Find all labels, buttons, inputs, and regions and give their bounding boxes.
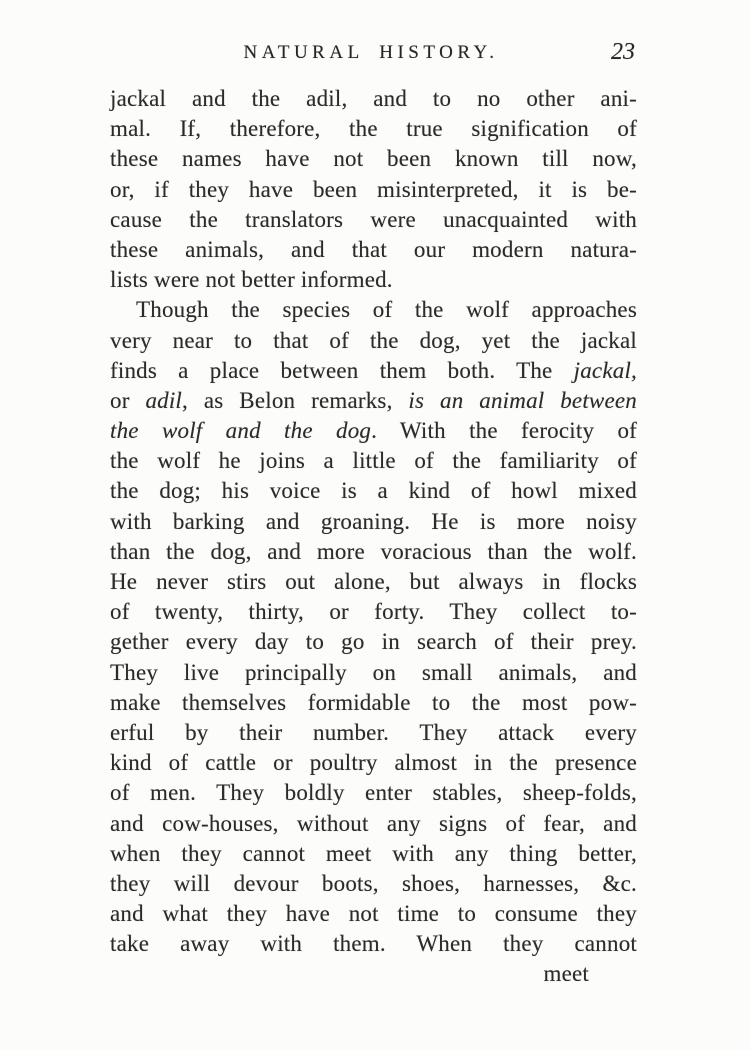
text-line <box>110 235 637 265</box>
text-segment: of men. They boldly enter stables, sheep-folds, <box>110 780 637 806</box>
text-line <box>110 326 637 356</box>
text-line <box>110 84 637 114</box>
text-segment: Though the species of the wolf approaches <box>136 297 637 323</box>
text-segment: cause the translators were unacquainted with <box>110 206 637 232</box>
text-line <box>110 446 637 476</box>
italic-text-segment: the wolf and the dog <box>110 418 372 444</box>
text-segment: kind of cattle or poultry almost in the presence <box>110 750 637 776</box>
text-segment: , as Belon remarks, <box>182 387 409 413</box>
text-line <box>110 778 637 808</box>
text-segment: they will devour boots, shoes, harnesses, &c. <box>110 870 637 896</box>
text-line <box>110 567 637 597</box>
text-line <box>110 597 637 627</box>
text-line <box>110 144 637 174</box>
italic-text-segment: jackal, <box>573 357 637 383</box>
italic-text-segment: adil <box>145 387 183 413</box>
text-segment: finds a place between them both. The <box>110 357 574 383</box>
text-segment: and what they have not time to consume they <box>110 901 637 927</box>
text-segment: take away with them. When they cannot <box>110 931 637 957</box>
text-segment: and cow-houses, without any signs of fear, and <box>110 810 637 836</box>
text-segment: mal. If, therefore, the true signification of <box>110 116 637 142</box>
text-segment: . With the ferocity of <box>371 418 637 444</box>
text-line <box>110 265 637 295</box>
text-line <box>110 537 637 567</box>
text-segment: jackal and the adil, and to no other ani- <box>110 86 637 111</box>
text-segment: very near to that of the dog, yet the jackal <box>110 327 637 353</box>
text-line <box>110 809 637 839</box>
text-segment: the dog; his voice is a kind of howl mixed <box>110 478 637 504</box>
text-line <box>110 839 637 869</box>
text-segment: He never stirs out alone, but always in flocks <box>110 569 637 594</box>
text-line <box>110 386 637 416</box>
text-segment: erful by their number. They attack every <box>110 719 637 745</box>
text-line <box>110 748 637 778</box>
text-line <box>110 476 637 506</box>
text-line <box>110 627 637 657</box>
text-segment: They live principally on small animals, and <box>110 659 637 685</box>
text-line <box>110 205 637 235</box>
text-line <box>110 929 637 959</box>
text-segment: these animals, and that our modern natura- <box>110 236 637 262</box>
text-line <box>110 718 637 748</box>
text-line <box>110 416 637 446</box>
text-line <box>110 507 637 537</box>
text-segment: lists were not better informed. <box>110 267 393 293</box>
text-segment: or, if they have been misinterpreted, it is be- <box>110 176 637 202</box>
text-line <box>110 295 637 325</box>
text-line <box>110 869 637 899</box>
italic-text-segment: is an animal between <box>408 387 637 413</box>
text-segment: when they cannot meet with any thing better, <box>110 840 637 866</box>
text-line <box>110 114 637 144</box>
text-line <box>110 175 637 205</box>
page-number: 23 <box>611 39 635 65</box>
text-segment: than the dog, and more voracious than the wolf. <box>110 538 637 564</box>
text-segment: of twenty, thirty, or forty. They collect to- <box>110 599 637 625</box>
page-body <box>110 84 637 990</box>
text-line <box>110 356 637 386</box>
text-line <box>110 658 637 688</box>
running-header-title: NATURAL HISTORY. <box>243 42 499 63</box>
text-segment: or <box>110 387 146 413</box>
catchword: meet <box>543 961 589 987</box>
text-segment: the wolf he joins a little of the familiarity of <box>110 448 637 474</box>
text-line <box>110 688 637 718</box>
running-header <box>110 39 637 68</box>
text-line <box>110 899 637 929</box>
text-segment: with barking and groaning. He is more noisy <box>110 508 637 534</box>
text-segment: gether every day to go in search of their prey. <box>110 629 637 655</box>
text-segment: these names have not been known till now, <box>110 146 637 172</box>
text-segment: make themselves formidable to the most pow- <box>110 689 637 715</box>
